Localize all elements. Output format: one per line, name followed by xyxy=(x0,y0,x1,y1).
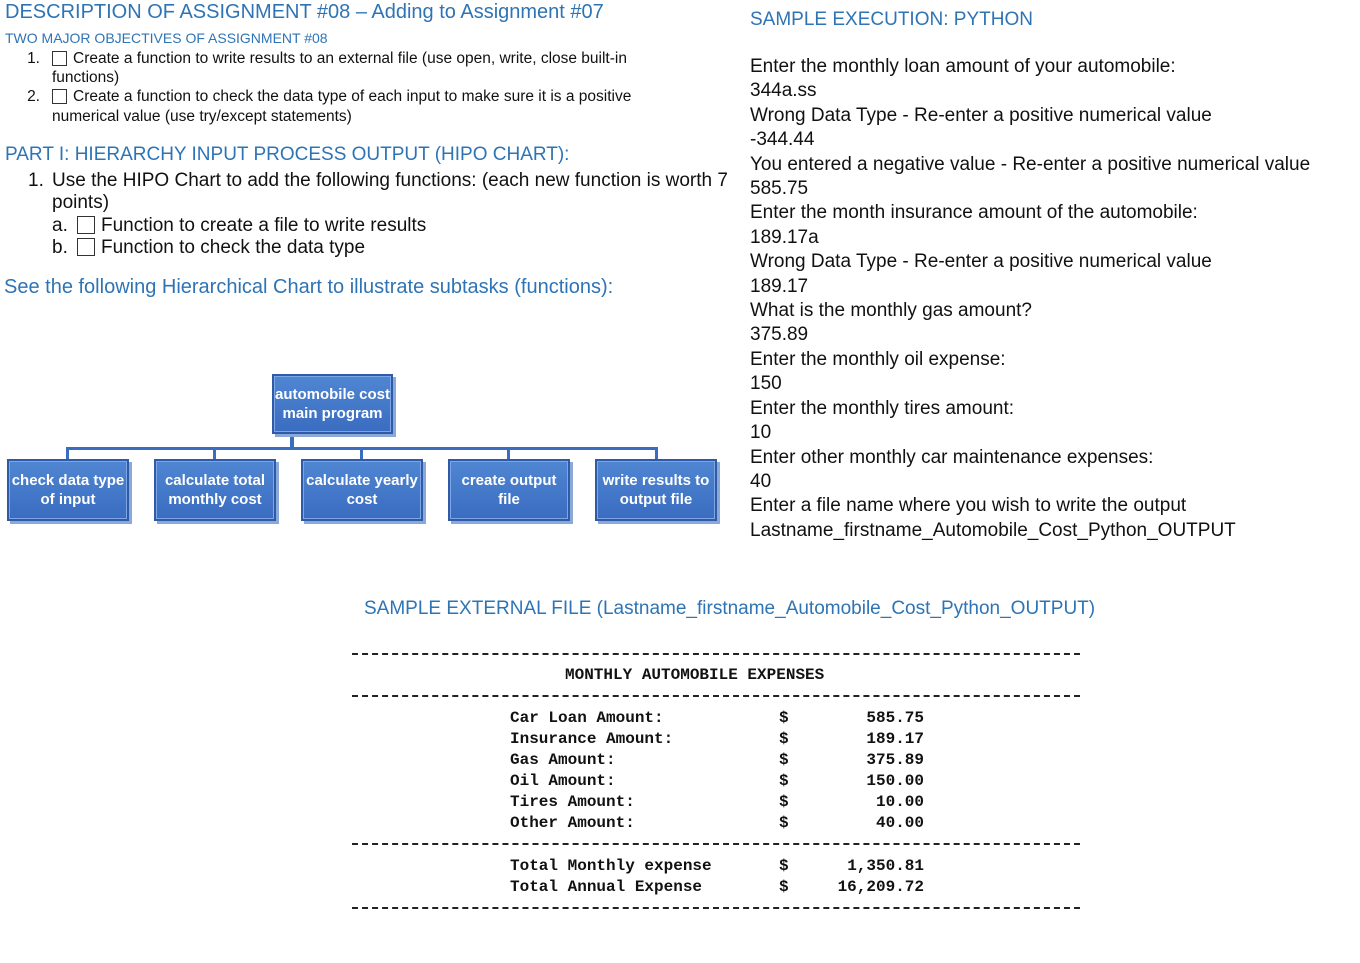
objectives-subtitle: TWO MAJOR OBJECTIVES OF ASSIGNMENT #08 xyxy=(5,30,328,46)
dollar-sign: $ xyxy=(779,814,789,832)
hipo-root-label: automobile cost main program xyxy=(274,386,390,422)
execution-line: Enter the monthly tires amount: xyxy=(750,397,1015,419)
dollar-sign: $ xyxy=(779,793,789,811)
expense-value: 10.00 xyxy=(875,793,924,811)
part1-heading: PART I: HIERARCHY INPUT PROCESS OUTPUT (HIPO CHART): xyxy=(5,144,570,165)
expense-row xyxy=(0,793,1360,814)
execution-line: 189.17 xyxy=(750,275,809,297)
expense-label: Gas Amount: xyxy=(510,751,616,769)
external-file-heading-prefix: SAMPLE EXTERNAL FILE ( xyxy=(364,598,603,619)
objective-text: Create a function to check the data type of each input to make sure it is a positive xyxy=(73,88,632,105)
dashed-divider xyxy=(352,695,1080,697)
total-value: 1,350.81 xyxy=(847,857,924,875)
execution-line: 150 xyxy=(750,373,782,395)
execution-line: 40 xyxy=(750,470,772,492)
objective-text: Create a function to write results to an external file (use open, write, close built-in xyxy=(73,50,627,67)
dollar-sign: $ xyxy=(779,878,789,896)
dashed-divider xyxy=(352,907,1080,909)
chart-intro-text: See the following Hierarchical Chart to illustrate subtasks (functions): xyxy=(4,276,614,298)
execution-line: Enter the month insurance amount of the automobile: xyxy=(750,202,1198,224)
objective-number: 1. xyxy=(27,50,40,67)
checkbox[interactable] xyxy=(77,238,95,256)
part1-item-text: Use the HIPO Chart to add the following functions: (each new function is worth 7 xyxy=(52,170,728,191)
hipo-child-label: calculate yearly cost xyxy=(306,472,418,508)
dollar-sign: $ xyxy=(779,709,789,727)
execution-line: 189.17a xyxy=(750,226,819,248)
execution-line: 344a.ss xyxy=(750,80,817,102)
sample-execution-output xyxy=(750,55,1310,543)
expense-row xyxy=(0,709,1360,730)
execution-line: Enter a file name where you wish to write the output xyxy=(750,495,1187,517)
execution-line: -344.44 xyxy=(750,129,815,151)
checkbox[interactable] xyxy=(52,51,67,66)
expense-value: 40.00 xyxy=(875,814,924,832)
expense-label: Oil Amount: xyxy=(510,772,616,790)
dashed-divider xyxy=(352,653,1080,655)
execution-line: 10 xyxy=(750,422,772,444)
hipo-child-label: write results to output file xyxy=(602,472,710,508)
sample-execution-heading: SAMPLE EXECUTION: PYTHON xyxy=(750,9,1033,30)
objective-text-cont: numerical value (use try/except statements) xyxy=(52,108,352,125)
checkbox[interactable] xyxy=(52,89,67,104)
expense-value: 189.17 xyxy=(866,730,924,748)
hipo-root-box xyxy=(272,374,393,434)
assignment-title: DESCRIPTION OF ASSIGNMENT #08 – Adding to Assignment #07 xyxy=(5,1,604,23)
objective-number: 2. xyxy=(27,88,40,105)
expense-value: 375.89 xyxy=(866,751,924,769)
dollar-sign: $ xyxy=(779,772,789,790)
external-file-heading xyxy=(364,598,1095,620)
expense-row xyxy=(0,730,1360,751)
checkbox[interactable] xyxy=(77,216,95,234)
dashed-divider xyxy=(352,843,1080,845)
execution-line: Wrong Data Type - Re-enter a positive numerical value xyxy=(750,251,1212,273)
execution-line: 585.75 xyxy=(750,178,809,200)
hipo-child-box xyxy=(301,459,423,521)
expense-label: Tires Amount: xyxy=(510,793,635,811)
total-value: 16,209.72 xyxy=(837,878,924,896)
execution-line: Enter the monthly loan amount of your automobile: xyxy=(750,56,1176,77)
execution-line: Enter other monthly car maintenance expenses: xyxy=(750,446,1154,468)
total-row xyxy=(0,857,1360,878)
expense-value: 150.00 xyxy=(866,772,924,790)
file-title: MONTHLY AUTOMOBILE EXPENSES xyxy=(565,666,825,684)
execution-line: Lastname_firstname_Automobile_Cost_Python_OUTPUT xyxy=(750,519,1236,541)
hipo-child-box xyxy=(154,459,276,521)
execution-line: Wrong Data Type - Re-enter a positive numerical value xyxy=(750,104,1212,126)
hipo-child-box xyxy=(595,459,717,521)
expense-row xyxy=(0,751,1360,772)
objective-text-cont: functions) xyxy=(52,69,120,86)
execution-line: Enter the monthly oil expense: xyxy=(750,348,1006,370)
expense-value: 585.75 xyxy=(866,709,924,727)
part1-item-number: 1. xyxy=(28,170,44,191)
hipo-child-box xyxy=(7,459,129,521)
hipo-child-label: create output file xyxy=(461,472,557,508)
total-label: Total Monthly expense xyxy=(510,857,712,875)
external-file-heading-name: Lastname_firstname_Automobile_Cost_Python_OUTPUT) xyxy=(602,598,1096,619)
execution-line: 375.89 xyxy=(750,324,809,346)
expense-row xyxy=(0,814,1360,835)
dollar-sign: $ xyxy=(779,730,789,748)
dollar-sign: $ xyxy=(779,751,789,769)
execution-line: You entered a negative value - Re-enter a positive numerical value xyxy=(750,153,1311,175)
expense-label: Insurance Amount: xyxy=(510,730,674,748)
expense-row xyxy=(0,772,1360,793)
hipo-child-label: check data type of input xyxy=(11,472,125,508)
dollar-sign: $ xyxy=(779,857,789,875)
expense-label: Car Loan Amount: xyxy=(510,709,664,727)
hipo-child-box xyxy=(448,459,570,521)
total-row xyxy=(0,878,1360,899)
total-label: Total Annual Expense xyxy=(510,878,703,896)
hipo-child-label: calculate total monthly cost xyxy=(164,472,266,508)
part1-item-text-cont: points) xyxy=(52,192,110,213)
expense-label: Other Amount: xyxy=(510,814,635,832)
subitem-letter: a. xyxy=(52,215,68,236)
execution-line: What is the monthly gas amount? xyxy=(750,300,1032,322)
subitem-letter: b. xyxy=(52,237,68,258)
subitem-text: Function to check the data type xyxy=(101,237,366,258)
subitem-text: Function to create a file to write results xyxy=(101,215,427,236)
